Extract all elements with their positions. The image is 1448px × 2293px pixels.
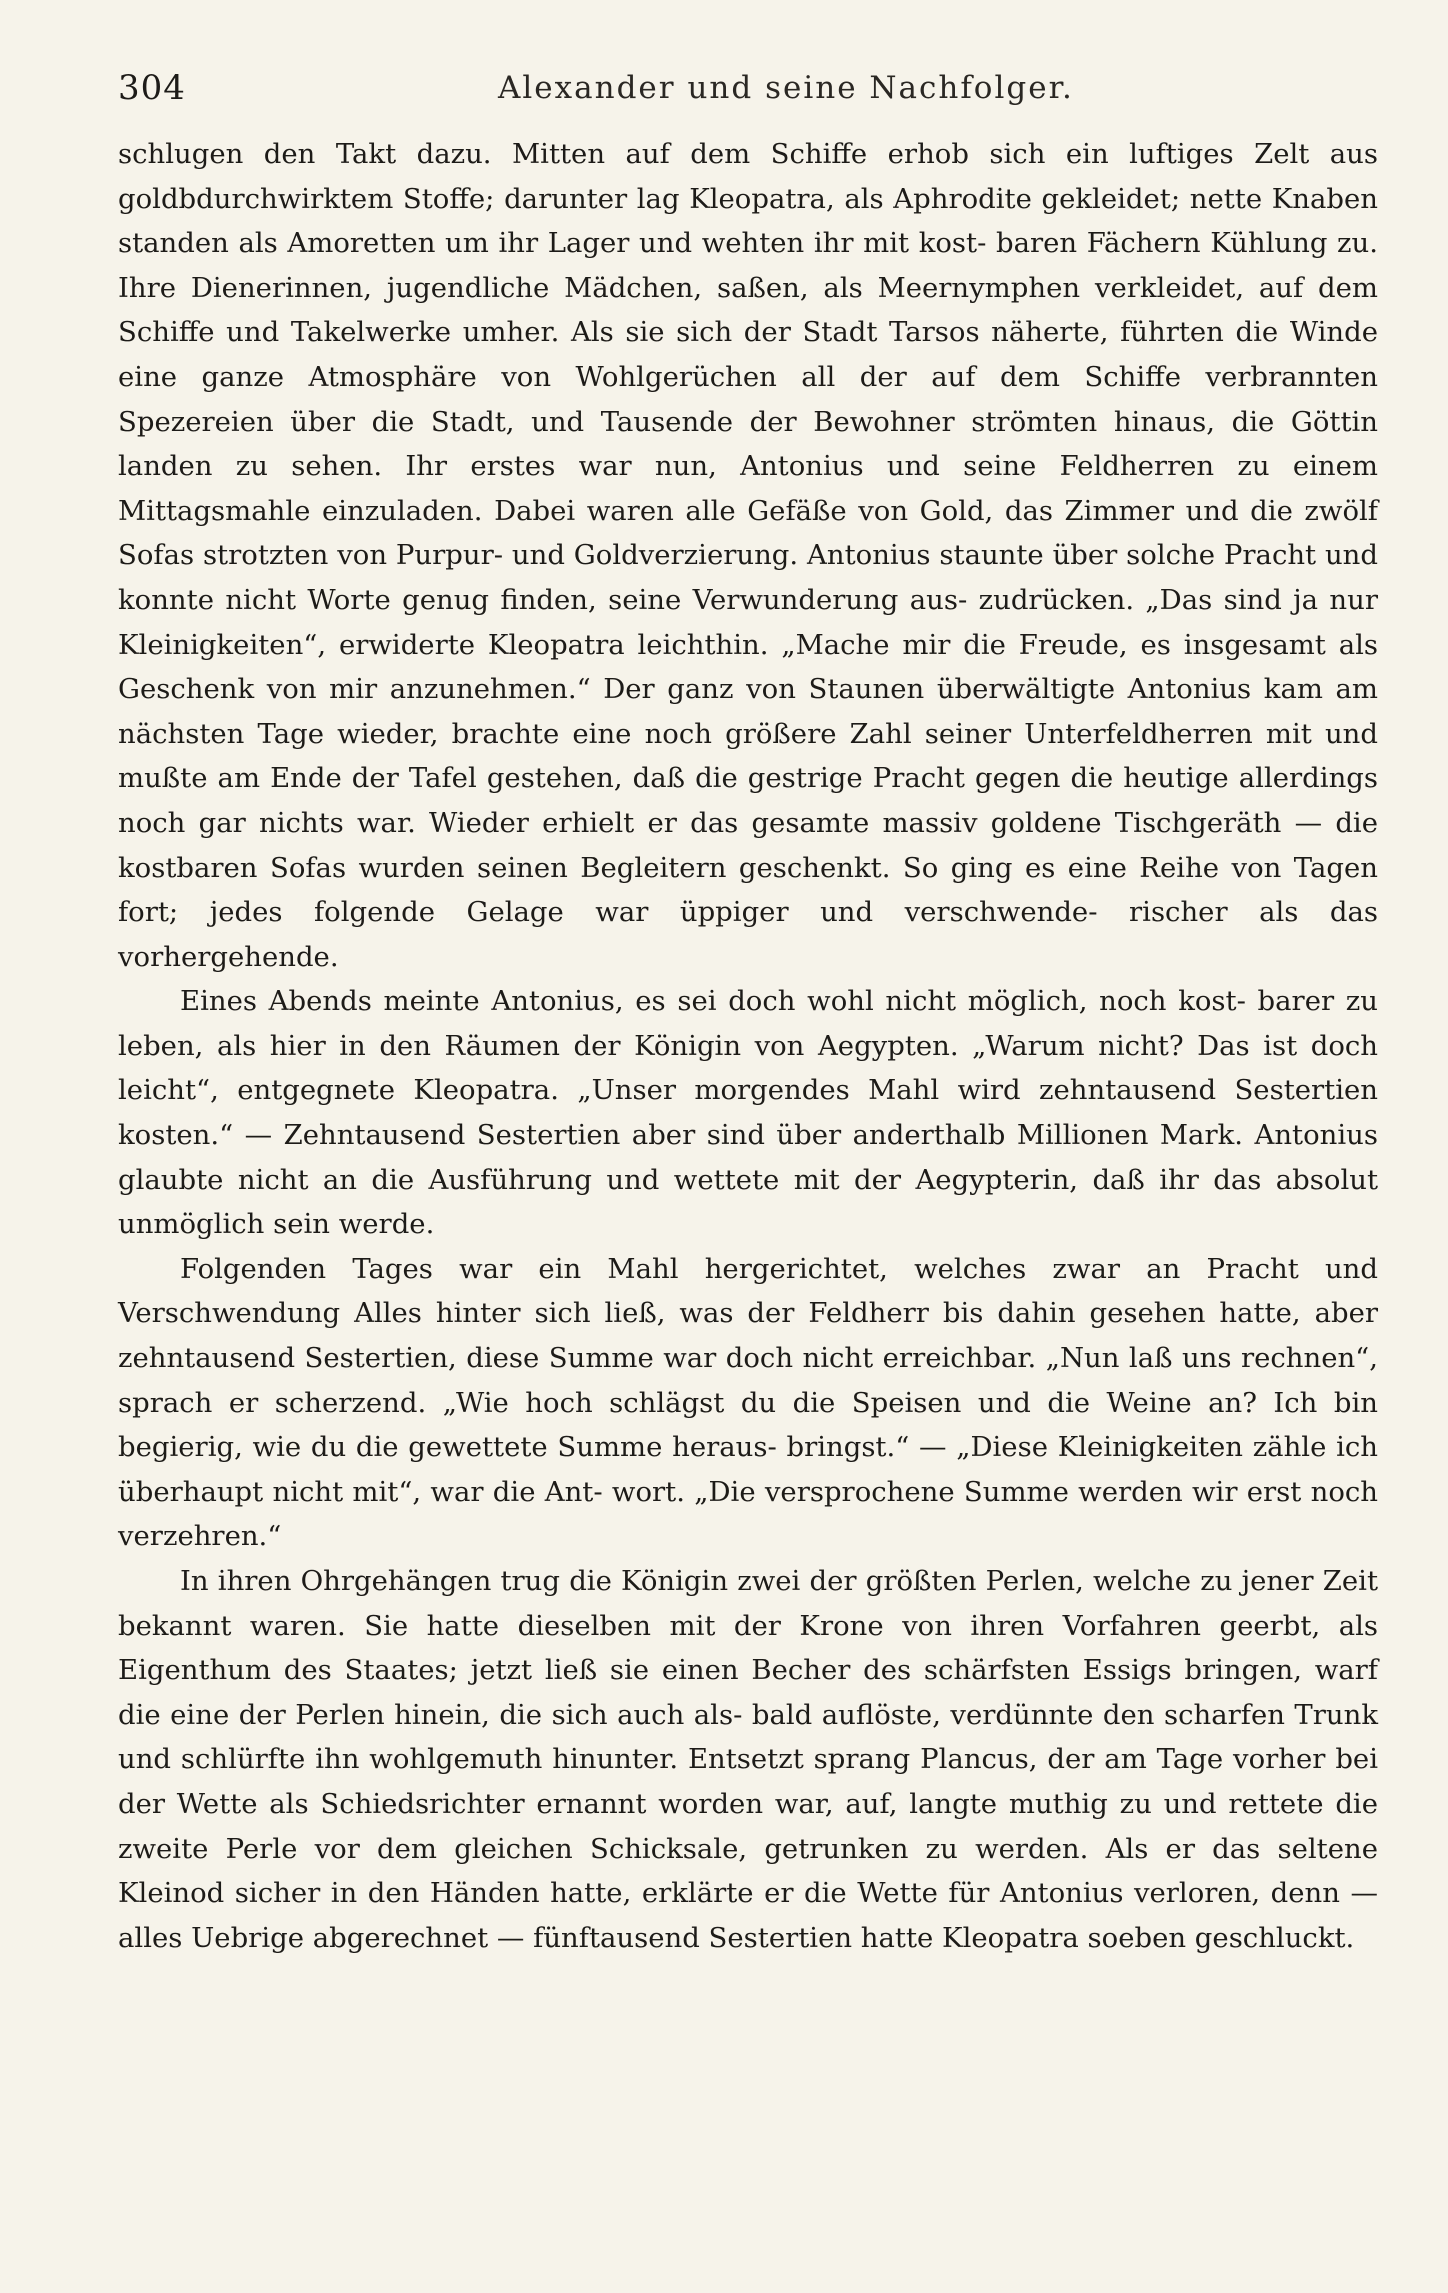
paragraph: Folgenden Tages war ein Mahl hergerichtet, welches zwar an Pracht und Verschwendung Alles hinter sich ließ, was der Feldherr bis dahin gesehen hatte, aber zehntausend Sestertien, diese Summe war doch nicht erreichbar. „Nun laß uns rechnen“, sprach er scherzend. „Wie hoch schlägst du die Speisen und die Weine an? Ich bin begierig, wie du die gewettete Summe heraus- bringst.“ — „Diese Kleinigkeiten zähle ich überhaupt nicht mit“, war die Ant- wort. „Die versprochene Summe werden wir erst noch verzehren.“ (118, 1252, 1378, 1553)
body-text (118, 132, 1378, 1960)
paragraph: Eines Abends meinte Antonius, es sei doch wohl nicht möglich, noch kost- barer zu leben, als hier in den Räumen der Königin von Aegypten. „Warum nicht? Das ist doch leicht“, entgegnete Kleopatra. „Unser morgendes Mahl wird zehntausend Sestertien kosten.“ — Zehntausend Sestertien aber sind über anderthalb Millionen Mark. Antonius glaubte nicht an die Ausführung und wettete mit der Aegypterin, daß ihr das absolut unmöglich sein werde. (118, 985, 1378, 1241)
running-title: Alexander und seine Nachfolger. (498, 70, 1074, 106)
page-number: 304 (118, 68, 186, 108)
paragraph: In ihren Ohrgehängen trug die Königin zwei der größten Perlen, welche zu jener Zeit bekannt waren. Sie hatte dieselben mit der Krone von ihren Vorfahren geerbt, als Eigenthum des Staates; jetzt ließ sie einen Becher des schärfsten Essigs bringen, warf die eine der Perlen hinein, die sich auch als- bald auflöste, verdünnte den scharfen Trunk und schlürfte ihn wohlgemuth hinunter. Entsetzt sprang Plancus, der am Tage vorher bei der Wette als Schiedsrichter ernannt worden war, auf, langte muthig zu und rettete die zweite Perle vor dem gleichen Schicksale, getrunken zu werden. Als er das seltene Kleinod sicher in den Händen hatte, erklärte er die Wette für Antonius verloren, denn — alles Uebrige abgerechnet — fünftausend Sestertien hatte Kleopatra soeben geschluckt. (118, 1565, 1378, 1954)
running-head (118, 60, 1378, 124)
paragraph: schlugen den Takt dazu. Mitten auf dem Schiffe erhob sich ein luftiges Zelt aus goldbdurchwirktem Stoffe; darunter lag Kleopatra, als Aphrodite gekleidet; nette Knaben standen als Amoretten um ihr Lager und wehten ihr mit kost- baren Fächern Kühlung zu. Ihre Dienerinnen, jugendliche Mädchen, saßen, als Meernymphen verkleidet, auf dem Schiffe und Takelwerke umher. Als sie sich der Stadt Tarsos näherte, führten die Winde eine ganze Atmosphäre von Wohlgerüchen all der auf dem Schiffe verbrannten Spezereien über die Stadt, und Tausende der Bewohner strömten hinaus, die Göttin landen zu sehen. Ihr erstes war nun, Antonius und seine Feldherren zu einem Mittagsmahle einzuladen. Dabei waren alle Gefäße von Gold, das Zimmer und die zwölf Sofas strotzten von Purpur- und Goldverzierung. Antonius staunte über solche Pracht und konnte nicht Worte genug finden, seine Verwunderung aus- zudrücken. „Das sind ja nur Kleinigkeiten“, erwiderte Kleopatra leichthin. „Mache mir die Freude, es insgesamt als Geschenk von mir anzunehmen.“ Der ganz von Staunen überwältigte Antonius kam am nächsten Tage wieder, brachte eine noch größere Zahl seiner Unterfeldherren mit und mußte am Ende der Tafel gestehen, daß die gestrige Pracht gegen die heutige allerdings noch gar nichts war. Wieder erhielt er das gesamte massiv goldene Tischgeräth — die kostbaren Sofas wurden seinen Begleitern geschenkt. So ging es eine Reihe von Tagen fort; jedes folgende Gelage war üppiger und verschwende- rischer als das vorhergehende. (118, 138, 1378, 973)
